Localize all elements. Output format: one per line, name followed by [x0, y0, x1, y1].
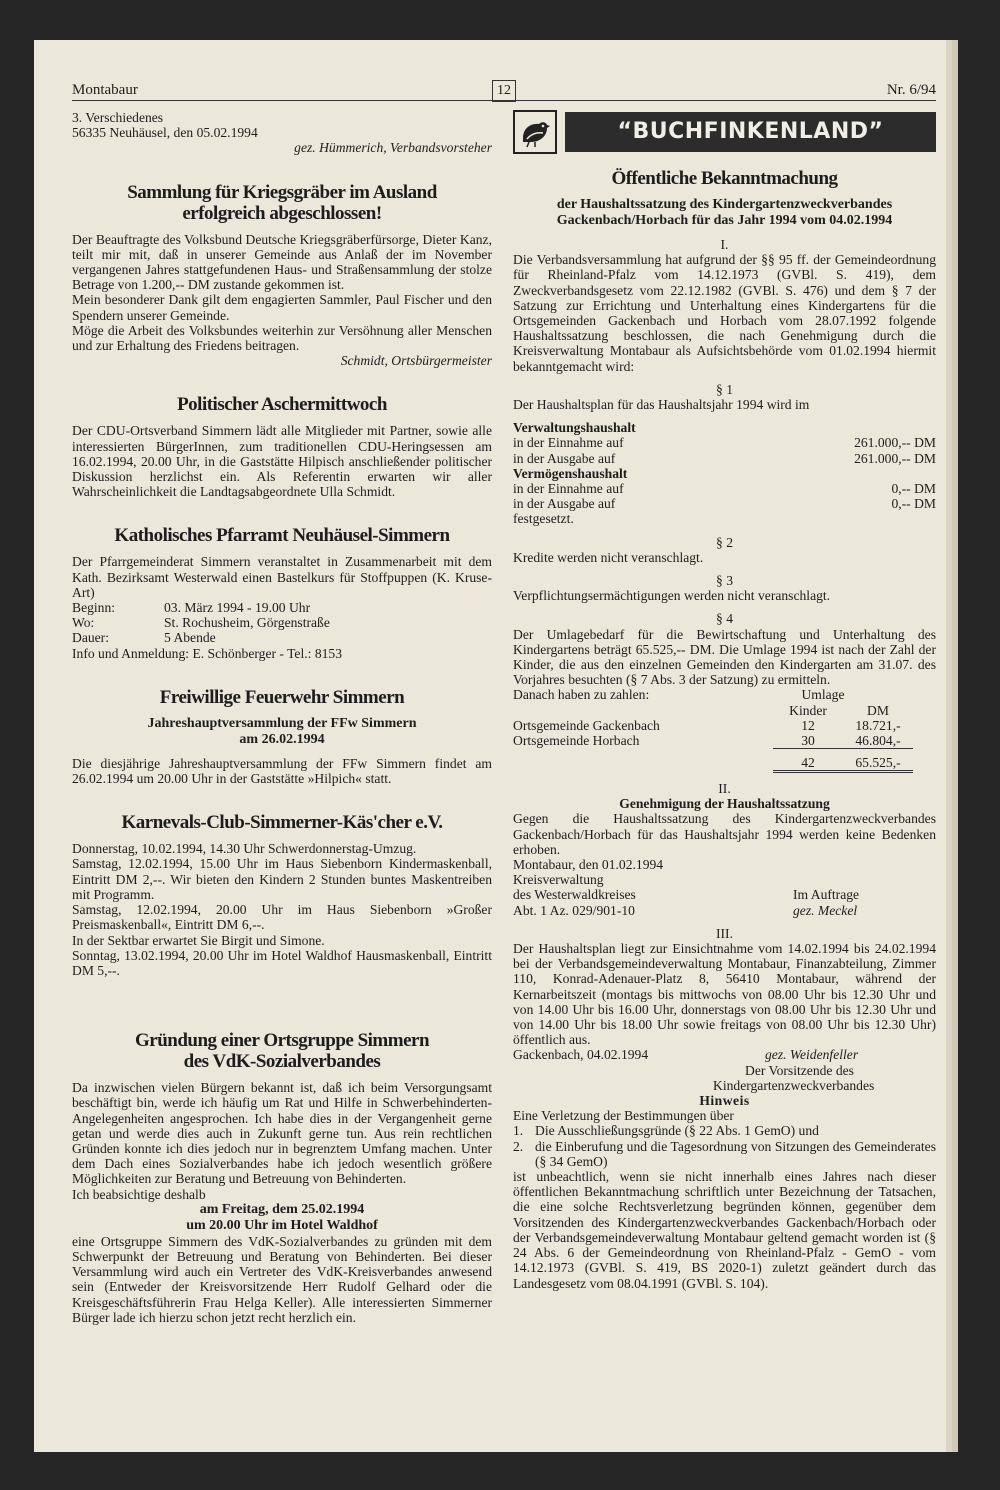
authority-signature: gez. Meckel	[793, 902, 858, 918]
article-paragraph: eine Ortsgruppe Simmern des VdK-Sozialverbandes zu gründen mit dem Schwerpunkt der Betreuung und Beratung von Behinderten. Bei dieser Versammlung wird auch ein Vertreter des VdK-Kreisverbandes anwesend sein (Entweder der Kreisvorsitzende Herr Rudolf Gelhard oder die Kreisgeschäftsführerin Frau Helga Keller). Alle interessierten Simmerner Bürger lade ich hierzu schon jetzt recht herzlich ein.	[72, 1233, 492, 1325]
budget-amount: 0,-- DM	[891, 481, 936, 497]
total-children: 42	[773, 755, 843, 772]
budget-row	[513, 496, 936, 511]
info-value: 5 Abende	[164, 630, 216, 646]
notice-subtitle: Gackenbach/Horbach für das Jahr 1994 vom 04.02.1994	[556, 213, 893, 228]
article-title: Katholisches Pfarramt Neuhäusel-Simmern	[114, 525, 450, 547]
article-subtitle: Jahreshauptversammlung der FFw Simmern	[147, 715, 417, 731]
article-vdk	[72, 1030, 492, 1325]
table-row	[513, 718, 936, 733]
page-header	[72, 80, 936, 102]
meeting-date: am Freitag, dem 25.02.1994	[199, 1201, 365, 1217]
notice-paragraph: Der Umlagebedarf für die Bewirtschaftung und Unterhaltung des Kindergartens beträgt 65.525,-- DM. Die Umlage 1994 ist nach der Zahl der Kinder, die aus den einzelnen Gemeinden den Kindergarten am 31.07. des Vorjahres besuchten (§ 7 Abs. 3 der Satzung) zu ermitteln.	[513, 626, 936, 688]
signature-row	[513, 1047, 936, 1062]
budget-label: in der Einnahme auf	[513, 435, 624, 451]
info-value: St. Rochusheim, Görgenstraße	[164, 615, 330, 631]
notice-paragraph: Gegen die Haushaltssatzung des Kindergartenzweckverbandes Gackenbach/Horbach für das Haushaltsjahr 1994 werden keine Bedenken erhoben.	[513, 811, 936, 857]
header-rule	[72, 100, 936, 101]
article-paragraph: Der Beauftragte des Volksbund Deutsche Kriegsgräberfürsorge, Dieter Kanz, teilt mir mit, daß in unserer Gemeinde aus Anlaß der im November vergangenen Jahres stattgefundenen Haus- und Straßensammlung der stolze Betrage von 1.200,-- DM zustande gekommen ist.	[72, 231, 492, 293]
chair-role: Kindergartenzweckverbandes	[713, 1077, 875, 1093]
article-title: Karnevals-Club-Simmerner-Käs'cher e.V.	[121, 812, 443, 834]
article-title: Sammlung für Kriegsgräber im Ausland	[127, 181, 437, 203]
chair-role: Der Vorsitzende des	[745, 1062, 854, 1078]
list-item	[513, 1123, 936, 1138]
budget-row	[513, 451, 936, 466]
meeting-time: um 20.00 Uhr im Hotel Waldhof	[186, 1217, 378, 1233]
levy-amount: 46.804,-	[855, 733, 901, 749]
notice-paragraph: Die Verbandsversammlung hat aufgrund der §§ 95 ff. der Gemeindeordnung für Rheinland-Pfalz vom 14.12.1973 (GVBl. S. 419), dem Zweckverbandsgesetz vom 22.12.1982 (GVBl. S. 476) und dem § 7 der Satzung zur Errichtung und Unterhaltung eines Kindergartens für die Ortsgemeinden Gackenbach und Horbach vom 28.07.1992 folgende Haushaltssatzung beschlossen, die nach Genehmigung durch die Kreisverwaltung Montabaur als Aufsichtsbehörde vom 01.02.1994 hiermit bekanntgemacht wird:	[513, 252, 936, 374]
article-title: erfolgreich abgeschlossen!	[182, 202, 382, 224]
left-column	[72, 110, 492, 1325]
article-karneval	[72, 812, 492, 978]
levy-intro: Danach haben zu zahlen:	[513, 687, 650, 703]
article-pfarramt	[72, 525, 492, 660]
chair-signature: gez. Weidenfeller	[765, 1047, 859, 1063]
list-item	[513, 1139, 936, 1169]
approval-date: Montabaur, den 01.02.1994	[513, 857, 664, 873]
info-value: 03. März 1994 - 19.00 Uhr	[164, 600, 311, 616]
right-column	[513, 110, 936, 1291]
header-town: Montabaur	[72, 82, 138, 98]
place-date: Gackenbach, 04.02.1994	[513, 1047, 649, 1063]
article-paragraph: Der Pfarrgemeinderat Simmern veranstaltet in Zusammenarbeit mit dem Kath. Bezirksamt Westerwald einen Bastelkurs für Stoffpuppen (K. Kruse-Art)	[72, 554, 492, 600]
section-number: I.	[720, 237, 729, 252]
notice-title: Öffentliche Bekanntmachung	[611, 168, 838, 189]
article-aschermittwoch	[72, 394, 492, 499]
list-text: die Einberufung und die Tagesordnung von Sitzungen des Gemeinderates (§ 34 GemO)	[535, 1138, 936, 1169]
info-key: Dauer:	[72, 630, 109, 646]
paragraph-heading: § 1	[716, 381, 733, 397]
finch-icon	[513, 110, 557, 154]
col-kinder: Kinder	[789, 702, 827, 718]
levy-header: Umlage	[801, 687, 845, 703]
budget-label: in der Einnahme auf	[513, 481, 624, 497]
table-row	[513, 733, 936, 749]
authority-line: des Westerwaldkreises	[513, 887, 636, 903]
notice-paragraph: ist unbeachtlich, wenn sie nicht innerhalb eines Jahres nach dieser öffentlichen Bekanntmachung schriftlich unter Bezeichnung der Tatsachen, die eine solche Rechtsverletzung begründen können, gegenüber dem Vorsitzenden des Kindergartenzweckverbandes Gackenbach/Horbach oder der Verbandsgemeindeverwaltung Montabaur geltend gemacht worden ist (§ 24 Abs. 6 der Gemeindeordnung von Rheinland-Pfalz - GemO - vom 14.12.1973 (GVBl. S. 419, BS 2020-1) zuletzt geändert durch das Landesgesetz vom 08.04.1991 (GVBl. S. 104).	[513, 1169, 936, 1291]
article-subtitle: am 26.02.1994	[239, 731, 325, 747]
article-title: Politischer Aschermittwoch	[177, 394, 387, 416]
article-kriegsgraeber	[72, 182, 492, 369]
municipality-name: Ortsgemeinde Gackenbach	[513, 717, 660, 733]
article-feuerwehr	[72, 687, 492, 786]
budget-label: in der Ausgabe auf	[513, 450, 616, 466]
article-paragraph: Ich beabsichtige deshalb	[72, 1186, 206, 1202]
article-title: des VdK-Sozialverbandes	[183, 1051, 381, 1073]
authority-role: Im Auftrage	[793, 887, 860, 903]
intro-line: 56335 Neuhäusel, den 05.02.1994	[72, 125, 258, 141]
article-signature: Schmidt, Ortsbürgermeister	[340, 353, 492, 369]
notice-subtitle: der Haushaltssatzung des Kindergartenzweckverbandes	[556, 197, 893, 212]
section-number: II.	[718, 781, 731, 796]
list-number: 2.	[513, 1138, 524, 1154]
info-row	[72, 600, 492, 615]
levy-amount: 18.721,-	[855, 717, 901, 733]
authority-line: Kreisverwaltung	[513, 872, 604, 888]
children-count: 30	[801, 733, 815, 749]
budget-footer: festgesetzt.	[513, 511, 574, 527]
article-title: Freiwillige Feuerwehr Simmern	[159, 686, 405, 708]
notice-hint-heading: Hinweis	[699, 1093, 750, 1109]
budget-heading: Vermögenshaushalt	[513, 465, 628, 481]
budget-heading: Verwaltungshaushalt	[513, 420, 636, 436]
event-entry: Donnerstag, 10.02.1994, 14.30 Uhr Schwerdonnerstag-Umzug.	[72, 841, 417, 857]
authority-row	[513, 903, 936, 918]
event-entry: Samstag, 12.02.1994, 15.00 Uhr im Haus Siebenborn Kindermaskenball, Eintritt DM 2,--. Wir bieten den Kindern 2 Stunden buntes Maskentreiben mit Programm.	[72, 856, 492, 902]
budget-label: in der Ausgabe auf	[513, 496, 616, 512]
notice-paragraph: Der Haushaltsplan für das Haushaltsjahr 1994 wird im	[513, 397, 810, 413]
event-entry: Sonntag, 13.02.1994, 20.00 Uhr im Hotel Waldhof Hausmaskenball, Eintritt DM 5,--.	[72, 947, 492, 978]
info-key: Wo:	[72, 615, 95, 631]
total-levy: 65.525,-	[843, 755, 913, 772]
list-text: Die Ausschließungsgründe (§ 22 Abs. 1 GemO) und	[535, 1123, 819, 1139]
info-row	[72, 630, 492, 645]
section-number: III.	[716, 925, 733, 941]
notice-paragraph: Eine Verletzung der Bestimmungen über	[513, 1108, 734, 1124]
info-key: Beginn:	[72, 600, 116, 616]
notice-paragraph: Verpflichtungsermächtigungen werden nicht veranschlagt.	[513, 588, 831, 604]
article-paragraph: Da inzwischen vielen Bürgern bekannt ist, daß ich beim Versorgungsamt beschäftigt bin, werde ich häufig um Rat und Hilfe in Schwerbehinderten-Angelegenheiten angesprochen. Ich habe dies in der Vergangenheit gerne getan und werde dies auch in Zukunft gerne tun. Aus rein rechtlichen Gründen konnte ich dies jedoch nur in begrenztem Umfang machen. Unter dem Dach eines Sozialverbandes habe ich jedoch wesentlich größere Möglichkeiten zur Beratung und Betreuung von Behinderten.	[72, 1080, 492, 1187]
budget-amount: 0,-- DM	[891, 496, 936, 512]
children-count: 12	[801, 717, 815, 733]
budget-amount: 261.000,-- DM	[854, 450, 936, 466]
event-entry: Samstag, 12.02.1994, 20.00 Uhr im Haus Siebenborn »Großer Preismaskenball«, Eintritt DM 6,--.	[72, 902, 492, 933]
issue-number: Nr. 6/94	[886, 82, 936, 98]
article-title: Gründung einer Ortsgruppe Simmern	[134, 1030, 430, 1052]
notice-paragraph: Kredite werden nicht veranschlagt.	[513, 549, 704, 565]
article-paragraph: Der CDU-Ortsverband Simmern lädt alle Mitglieder mit Partner, sowie alle interessierten BürgerInnen, zum traditionellen CDU-Heringsessen am 16.02.1994, 20.00 Uhr, in die Gaststätte Hilpisch anschließender politischer Diskussion herzlichst ein. Als Referentin erwarten wir aller Wahrscheinlichkeit die Landtagsabgeordnete Ulla Schmidt.	[72, 423, 492, 500]
section-banner	[513, 110, 936, 154]
col-dm: DM	[867, 702, 889, 718]
budget-row	[513, 435, 936, 450]
banner-title: “BUCHFINKENLAND”	[565, 112, 936, 152]
budget-row	[513, 481, 936, 496]
event-entry: In der Sektbar erwartet Sie Birgit und Simone.	[72, 932, 325, 948]
article-paragraph: Möge die Arbeit des Volksbundes weiterhin zur Versöhnung aller Menschen und zur Erhaltung des Friedens beitragen.	[72, 322, 492, 354]
intro-signature: gez. Hümmerich, Verbandsvorsteher	[294, 140, 492, 156]
article-paragraph: Mein besonderer Dank gilt dem engagierten Sammler, Paul Fischer und den Spendern unserer Gemeinde.	[72, 292, 492, 323]
municipality-name: Ortsgemeinde Horbach	[513, 733, 640, 749]
section-heading: Genehmigung der Haushaltssatzung	[619, 796, 830, 812]
intro-line: 3. Verschiedenes	[72, 110, 164, 125]
page-number: 12	[492, 80, 516, 102]
levy-table	[513, 687, 936, 773]
file-reference: Abt. 1 Az. 029/901-10	[513, 902, 635, 918]
table-total-row	[513, 755, 936, 772]
info-row	[72, 615, 492, 630]
authority-row	[513, 887, 936, 902]
article-contact: Info und Anmeldung: E. Schönberger - Tel.: 8153	[72, 645, 343, 661]
paragraph-heading: § 3	[716, 573, 733, 589]
paragraph-heading: § 2	[716, 534, 733, 550]
article-paragraph: Die diesjährige Jahreshauptversammlung der FFw Simmern findet am 26.02.1994 um 20.00 Uhr in der Gaststätte »Hilpich« statt.	[72, 755, 492, 787]
notice-paragraph: Der Haushaltsplan liegt zur Einsichtnahme vom 14.02.1994 bis 24.02.1994 bei der Verbandsgemeindeverwaltung Montabaur, Finanzabteilung, Zimmer 110, Konrad-Adenauer-Platz 8, 56410 Montabaur, während der Kernarbeitszeit (montags bis mittwochs von 08.00 Uhr bis 12.30 Uhr und von 14.00 Uhr bis 16.00 Uhr, donnerstags von 08.00 Uhr bis 12.30 Uhr und von 14.00 Uhr bis 18.00 Uhr sowie freitags von 08.00 Uhr bis 12.30 Uhr) öffentlich aus.	[513, 941, 936, 1048]
budget-amount: 261.000,-- DM	[854, 435, 936, 451]
paragraph-heading: § 4	[716, 611, 733, 627]
list-number: 1.	[513, 1123, 524, 1139]
